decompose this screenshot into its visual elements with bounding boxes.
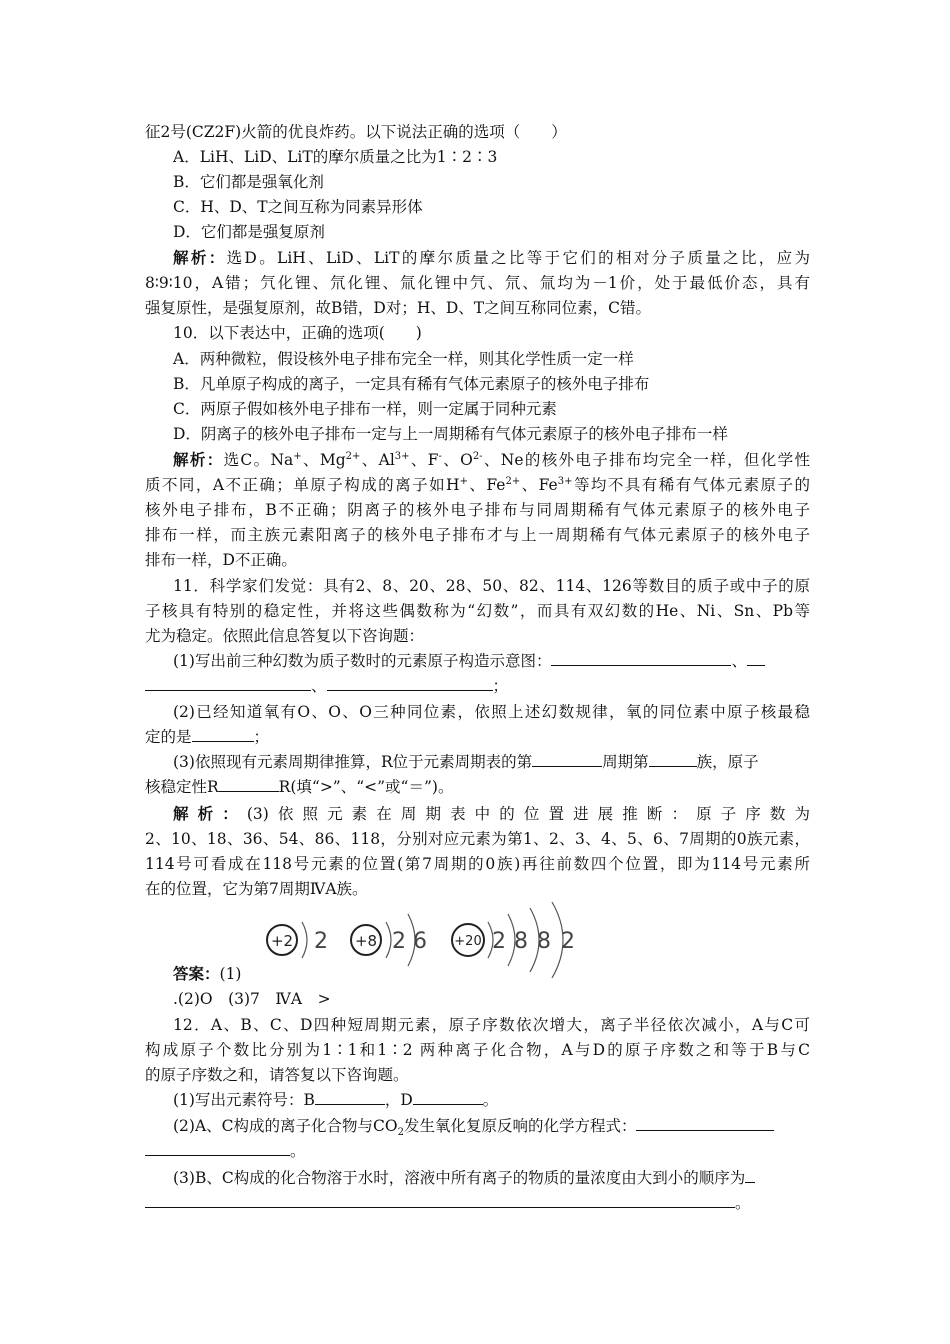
answer-blank[interactable] bbox=[145, 1191, 735, 1208]
answer-blank[interactable] bbox=[747, 649, 765, 666]
q10-analysis-line-3: 核外电子排布，B不正确；阴离子的核外电子排布与同周期稀有气体元素原子的核外电子 bbox=[145, 501, 810, 519]
q9-analysis-line-3: 强复原性，是强复原剂，故B错，D对；H、D、T之间互称同位素，C错。 bbox=[145, 299, 651, 317]
helium-atom-diagram bbox=[267, 922, 328, 958]
q10-option-b: B．凡单原子构成的离子，一定具有稀有气体元素原子的核外电子排布 bbox=[173, 375, 650, 393]
shell-electron-count: 2 bbox=[314, 929, 328, 954]
q10-analysis-line-2: 质不同，A不正确；单原子构成的离子如H+、$Fe^{2+}$、$Fe^{3+}$等均不具有稀有气体元素原子的 bbox=[145, 475, 810, 494]
q9-option-b: B．它们都是强氧化剂 bbox=[173, 173, 324, 191]
q10-option-d: D．阴离子的核外电子排布一定与上一周期稀有气体元素原子的核外电子排布一样 bbox=[173, 425, 728, 443]
q11-part2-line-1: (2)已经知道氧有O、O、O三种同位素，依照上述幻数规律，氧的同位素中原子核最稳 bbox=[173, 703, 810, 721]
q11-part3-line-2: 核稳定性R R(填“>”、“<”或“＝”)。 bbox=[145, 775, 810, 799]
q10-option-a: A．两种微粒，假设核外电子排布完全一样，则其化学性质一定一样 bbox=[173, 350, 634, 368]
q12-stem-line-2: 构成原子个数比分别为1∶1和1∶2 两种离子化合物，A与D的原子序数之和等于B与C bbox=[145, 1041, 810, 1059]
q11-stem-line-1: 11．科学家们发觉：具有2、8、20、28、50、82、114、126等数目的质子或中子的原 bbox=[173, 577, 810, 595]
q12-part2-line-1: (2)A、C构成的离子化合物与$CO_2$发生氧化复原反响的化学方程式： bbox=[173, 1114, 810, 1138]
q10-analysis-line-4: 排布一样，而主族元素阳离子的核外电子排布才与上一周期稀有气体元素原子的核外电子 bbox=[145, 526, 810, 544]
q11-stem-line-3: 尤为稳定。依照此信息答复以下咨询题： bbox=[145, 627, 425, 645]
nucleus-charge: +20 bbox=[454, 934, 482, 949]
nucleus-charge: +2 bbox=[270, 932, 294, 950]
q9-option-c: C．H、D、T之间互称为同素异形体 bbox=[173, 198, 423, 216]
q11-analysis-line-4: 在的位置，它为第7周期ⅣA族。 bbox=[145, 880, 368, 898]
q12-stem-line-3: 的原子序数之和，请答复以下咨询题。 bbox=[145, 1066, 409, 1084]
answer-blank[interactable] bbox=[315, 1088, 385, 1105]
answer-blank[interactable] bbox=[145, 1139, 290, 1156]
oxygen-atom-diagram bbox=[351, 914, 427, 966]
q11-answer-line-2: .(2)O (3)7 ⅣA > bbox=[173, 990, 331, 1008]
shell-electron-count: 8 bbox=[514, 929, 528, 954]
electron-shell-arc bbox=[302, 922, 307, 958]
shell-electron-count: 2 bbox=[392, 929, 406, 954]
q12-stem-line-1: 12．A、B、C、D四种短周期元素，原子序数依次增大，离子半径依次减小，A与C可 bbox=[173, 1016, 810, 1034]
q11-part2-line-2: 定的是 ； bbox=[145, 725, 810, 749]
answer-blank[interactable] bbox=[327, 674, 493, 691]
answer-blank[interactable] bbox=[532, 750, 602, 767]
q11-answer-line-1: 答案：(1) bbox=[173, 964, 242, 983]
q9-option-a: A．LiH、LiD、LiT的摩尔质量之比为1∶2∶3 bbox=[173, 148, 498, 166]
q10-stem: 10．以下表达中，正确的选项( ) bbox=[173, 324, 422, 342]
q12-part3-line-1: (3)B、C构成的化合物溶于水时，溶液中所有离子的物质的量浓度由大到小的顺序为 bbox=[173, 1166, 810, 1190]
shell-electron-count: 2 bbox=[561, 929, 575, 954]
answer-blank[interactable] bbox=[219, 775, 279, 792]
q12-part3-line-2: 。 bbox=[145, 1191, 810, 1215]
answer-blank[interactable] bbox=[636, 1114, 774, 1131]
answer-blank[interactable] bbox=[413, 1088, 483, 1105]
q10-analysis-line-5: 排布一样，D不正确。 bbox=[145, 551, 297, 569]
q11-analysis-line-2: 2、10、18、36、54、86、118，分别对应元素为第1、2、3、4、5、6、7周期的0族元素， bbox=[145, 830, 810, 848]
answer-blank[interactable] bbox=[745, 1166, 755, 1183]
q12-part2-line-2: 。 bbox=[145, 1139, 810, 1163]
q9-stem: 征2号(CZ2F)火箭的优良炸药。以下说法正确的选项（ ） bbox=[145, 123, 567, 141]
q9-analysis-label: 解析： bbox=[173, 248, 227, 267]
answer-blank[interactable] bbox=[145, 674, 311, 691]
electron-shell-arc bbox=[386, 922, 391, 958]
q10-option-c: C．两原子假如核外电子排布一样，则一定属于同种元素 bbox=[173, 400, 557, 418]
nucleus-charge: +8 bbox=[354, 932, 378, 950]
q12-part1: (1)写出元素符号：B ，D 。 bbox=[173, 1088, 810, 1112]
q9-analysis-line-2: 8∶9∶10，A错；氕化锂、氘化锂、氚化锂中氕、氘、氚均为－1价，处于最低价态，具有 bbox=[145, 274, 810, 292]
answer-blank[interactable] bbox=[649, 750, 697, 767]
shell-electron-count: 8 bbox=[537, 929, 551, 954]
answer-blank[interactable] bbox=[551, 649, 731, 666]
q9-analysis-line-1: 解析：选D。LiH、LiD、LiT的摩尔质量之比等于它们的相对分子质量之比，应为 bbox=[173, 248, 810, 267]
q9-option-d: D．它们都是强复原剂 bbox=[173, 223, 325, 241]
shell-electron-count: 2 bbox=[492, 929, 506, 954]
q11-analysis-line-1: 解析：(3)依照元素在周期表中的位置进展推断：原子序数为 bbox=[173, 804, 810, 823]
q11-analysis-line-3: 114号可看成在118号元素的位置(第7周期的0族)再往前数四个位置，即为114号元素所 bbox=[145, 855, 810, 873]
q11-stem-line-2: 子核具有特别的稳定性，并将这些偶数称为“幻数”，而具有双幻数的He、Ni、Sn、Pb等 bbox=[145, 602, 810, 620]
shell-electron-count: 6 bbox=[413, 929, 427, 954]
q11-part1-line-2: 、 ； bbox=[145, 674, 810, 698]
q11-part3-line-1: (3)依照现有元素周期律推算，R位于元素周期表的第 周期第 族，原子 bbox=[173, 750, 810, 774]
answer-blank[interactable] bbox=[192, 725, 254, 742]
q11-part1-line-1: (1)写出前三种幻数为质子数时的元素原子构造示意图： 、 bbox=[173, 649, 810, 673]
q10-analysis-line-1: 解析：选C。Na+、$Mg^{2+}$、$Al^{3+}$、F-、$O^{2-}$、Ne的核外电子排布均完全一样，但化学性 bbox=[173, 450, 810, 469]
